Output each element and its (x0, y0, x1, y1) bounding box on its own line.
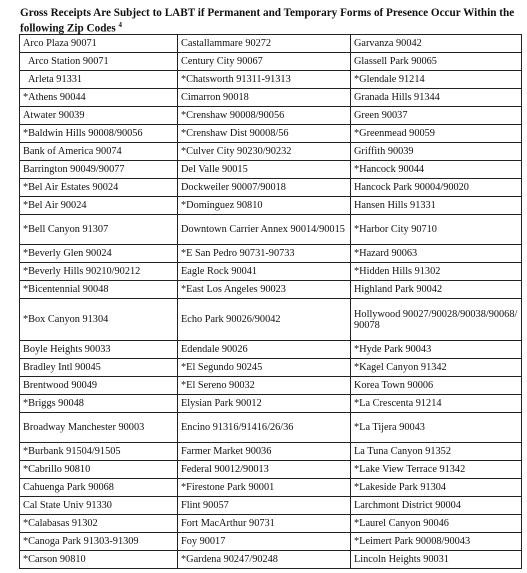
zip-cell: *Bicentennial 90048 (20, 281, 178, 299)
zip-cell: *Dominguez 90810 (178, 197, 351, 215)
zip-cell: *Lake View Terrace 91342 (351, 461, 522, 479)
table-row (20, 125, 522, 143)
table-row (20, 143, 522, 161)
zip-cell: *Athens 90044 (20, 89, 178, 107)
table-row (20, 89, 522, 107)
zip-cell: *Bel Air Estates 90024 (20, 179, 178, 197)
zip-cell: Glassell Park 90065 (351, 53, 522, 71)
zip-cell: *Gardena 90247/90248 (178, 551, 351, 569)
zip-cell: *Hidden Hills 91302 (351, 263, 522, 281)
zip-cell: *El Sereno 90032 (178, 377, 351, 395)
table-row (20, 497, 522, 515)
zip-cell: *Canoga Park 91303-91309 (20, 533, 178, 551)
zip-cell: *Beverly Hills 90210/90212 (20, 263, 178, 281)
zip-cell: Arco Plaza 90071 (20, 35, 178, 53)
table-row (20, 443, 522, 461)
zip-cell: Brentwood 90049 (20, 377, 178, 395)
zip-cell: Cal State Univ 91330 (20, 497, 178, 515)
zip-cell: *Calabasas 91302 (20, 515, 178, 533)
zip-cell: Cimarron 90018 (178, 89, 351, 107)
zip-cell: La Tuna Canyon 91352 (351, 443, 522, 461)
zip-cell: Echo Park 90026/90042 (178, 299, 351, 341)
zip-cell: *Bel Air 90024 (20, 197, 178, 215)
zip-cell: *Lakeside Park 91304 (351, 479, 522, 497)
zip-cell: Cahuenga Park 90068 (20, 479, 178, 497)
zip-cell: Foy 90017 (178, 533, 351, 551)
zip-cell: *Crenshaw 90008/90056 (178, 107, 351, 125)
page-title (20, 7, 520, 35)
zip-cell: *Crenshaw Dist 90008/56 (178, 125, 351, 143)
table-row (20, 461, 522, 479)
zip-cell: *Chatsworth 91311-91313 (178, 71, 351, 89)
table-row (20, 161, 522, 179)
table-row (20, 413, 522, 443)
zip-cell: *Hyde Park 90043 (351, 341, 522, 359)
zip-cell: *Briggs 90048 (20, 395, 178, 413)
zip-cell: *Harbor City 90710 (351, 215, 522, 245)
zip-code-table-body (20, 35, 522, 569)
zip-cell: *Hazard 90063 (351, 245, 522, 263)
zip-code-table (19, 34, 522, 569)
zip-cell: *E San Pedro 90731-90733 (178, 245, 351, 263)
zip-cell: Boyle Heights 90033 (20, 341, 178, 359)
zip-cell: *Bell Canyon 91307 (20, 215, 178, 245)
table-row (20, 53, 522, 71)
zip-cell: Lincoln Heights 90031 (351, 551, 522, 569)
zip-cell: *Glendale 91214 (351, 71, 522, 89)
table-row (20, 479, 522, 497)
zip-cell: Castallammare 90272 (178, 35, 351, 53)
zip-cell: Fort MacArthur 90731 (178, 515, 351, 533)
table-row (20, 533, 522, 551)
zip-cell: Korea Town 90006 (351, 377, 522, 395)
table-row (20, 341, 522, 359)
zip-cell: Arleta 91331 (20, 71, 178, 89)
zip-cell: *Baldwin Hills 90008/90056 (20, 125, 178, 143)
title-text: Gross Receipts Are Subject to LABT if Permanent and Temporary Forms of Presence Occur Within the following Zip Codes (20, 7, 515, 35)
zip-cell: Eagle Rock 90041 (178, 263, 351, 281)
zip-cell: Flint 90057 (178, 497, 351, 515)
table-row (20, 107, 522, 125)
zip-cell: Encino 91316/91416/26/36 (178, 413, 351, 443)
zip-cell: *Beverly Glen 90024 (20, 245, 178, 263)
table-row (20, 515, 522, 533)
zip-cell: Green 90037 (351, 107, 522, 125)
zip-cell: Barrington 90049/90077 (20, 161, 178, 179)
table-row (20, 215, 522, 245)
title-footnote-marker: 4 (118, 21, 123, 29)
zip-cell: *East Los Angeles 90023 (178, 281, 351, 299)
zip-cell: Century City 90067 (178, 53, 351, 71)
zip-cell: Del Valle 90015 (178, 161, 351, 179)
zip-cell: Edendale 90026 (178, 341, 351, 359)
table-row (20, 245, 522, 263)
zip-cell: *El Segundo 90245 (178, 359, 351, 377)
zip-cell: *Burbank 91504/91505 (20, 443, 178, 461)
zip-cell: Highland Park 90042 (351, 281, 522, 299)
zip-cell: Broadway Manchester 90003 (20, 413, 178, 443)
zip-cell: *Box Canyon 91304 (20, 299, 178, 341)
zip-cell: *Kagel Canyon 91342 (351, 359, 522, 377)
zip-cell: Hollywood 90027/90028/90038/90068/ 90078 (351, 299, 522, 341)
table-row (20, 197, 522, 215)
zip-cell: Federal 90012/90013 (178, 461, 351, 479)
zip-cell: *Leimert Park 90008/90043 (351, 533, 522, 551)
zip-cell: Downtown Carrier Annex 90014/90015 (178, 215, 351, 245)
zip-cell: *Laurel Canyon 90046 (351, 515, 522, 533)
table-row (20, 377, 522, 395)
table-row (20, 71, 522, 89)
zip-cell: Granada Hills 91344 (351, 89, 522, 107)
zip-cell: Atwater 90039 (20, 107, 178, 125)
zip-cell: Hancock Park 90004/90020 (351, 179, 522, 197)
table-row (20, 263, 522, 281)
zip-cell: Farmer Market 90036 (178, 443, 351, 461)
table-row (20, 35, 522, 53)
zip-cell: Hansen Hills 91331 (351, 197, 522, 215)
zip-cell: *La Tijera 90043 (351, 413, 522, 443)
table-row (20, 299, 522, 341)
table-row (20, 551, 522, 569)
zip-cell: Dockweiler 90007/90018 (178, 179, 351, 197)
zip-cell: *Hancock 90044 (351, 161, 522, 179)
table-row (20, 281, 522, 299)
zip-cell: *Greenmead 90059 (351, 125, 522, 143)
zip-cell: Arco Station 90071 (20, 53, 178, 71)
zip-cell: Bradley Intl 90045 (20, 359, 178, 377)
zip-cell: Griffith 90039 (351, 143, 522, 161)
zip-cell: *Culver City 90230/90232 (178, 143, 351, 161)
zip-cell: *Cabrillo 90810 (20, 461, 178, 479)
zip-cell: Garvanza 90042 (351, 35, 522, 53)
table-row (20, 395, 522, 413)
zip-cell: Elysian Park 90012 (178, 395, 351, 413)
zip-cell: Bank of America 90074 (20, 143, 178, 161)
table-row (20, 359, 522, 377)
zip-cell: *Firestone Park 90001 (178, 479, 351, 497)
zip-cell: Larchmont District 90004 (351, 497, 522, 515)
table-row (20, 179, 522, 197)
zip-cell: *La Crescenta 91214 (351, 395, 522, 413)
zip-cell: *Carson 90810 (20, 551, 178, 569)
